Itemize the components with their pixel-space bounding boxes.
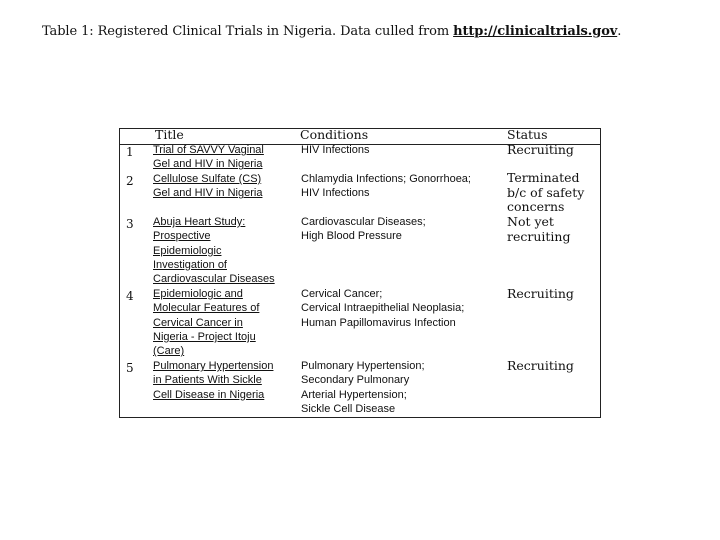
row-number: 4 xyxy=(126,289,134,303)
source-link[interactable]: http://clinicaltrials.gov xyxy=(453,24,618,39)
trial-conditions: HIV Infections xyxy=(301,144,370,156)
row-number: 2 xyxy=(126,174,134,188)
table-caption xyxy=(42,24,702,39)
trial-conditions: Chlamydia Infections; Gonorrhoea; HIV Infections xyxy=(301,173,471,200)
trial-title[interactable]: Cellulose Sulfate (CS) Gel and HIV in Nigeria xyxy=(153,173,263,200)
trial-title[interactable]: Abuja Heart Study: Prospective Epidemiologic Investigation of Cardiovascular Diseases xyxy=(153,216,275,286)
header-conditions: Conditions xyxy=(300,127,369,142)
row-number: 3 xyxy=(126,217,134,231)
trial-conditions: Pulmonary Hypertension; Secondary Pulmonary Arterial Hypertension; Sickle Cell Disease xyxy=(301,360,425,415)
row-number: 5 xyxy=(126,361,134,375)
header-status: Status xyxy=(507,127,548,142)
trial-title[interactable]: Epidemiologic and Molecular Features of Cervical Cancer in Nigeria - Project Itoju (Care) xyxy=(153,288,260,358)
trial-status: Not yet recruiting xyxy=(507,214,571,244)
row-number: 1 xyxy=(126,145,134,159)
trial-status: Terminated b/c of safety concerns xyxy=(507,170,585,214)
header-title: Title xyxy=(155,127,184,142)
trial-status: Recruiting xyxy=(507,286,574,301)
trial-title[interactable]: Trial of SAVVY Vaginal Gel and HIV in Nigeria xyxy=(153,144,264,171)
trial-conditions: Cervical Cancer; Cervical Intraepithelial Neoplasia; Human Papillomavirus Infection xyxy=(301,288,465,329)
trial-status: Recruiting xyxy=(507,142,574,157)
caption-end: . xyxy=(617,24,622,39)
trial-status: Recruiting xyxy=(507,358,574,373)
caption-text: Table 1: Registered Clinical Trials in Nigeria. Data culled from xyxy=(42,24,454,39)
trial-conditions: Cardiovascular Diseases; High Blood Pressure xyxy=(301,216,426,243)
trial-title[interactable]: Pulmonary Hypertension in Patients With Sickle Cell Disease in Nigeria xyxy=(153,360,274,401)
